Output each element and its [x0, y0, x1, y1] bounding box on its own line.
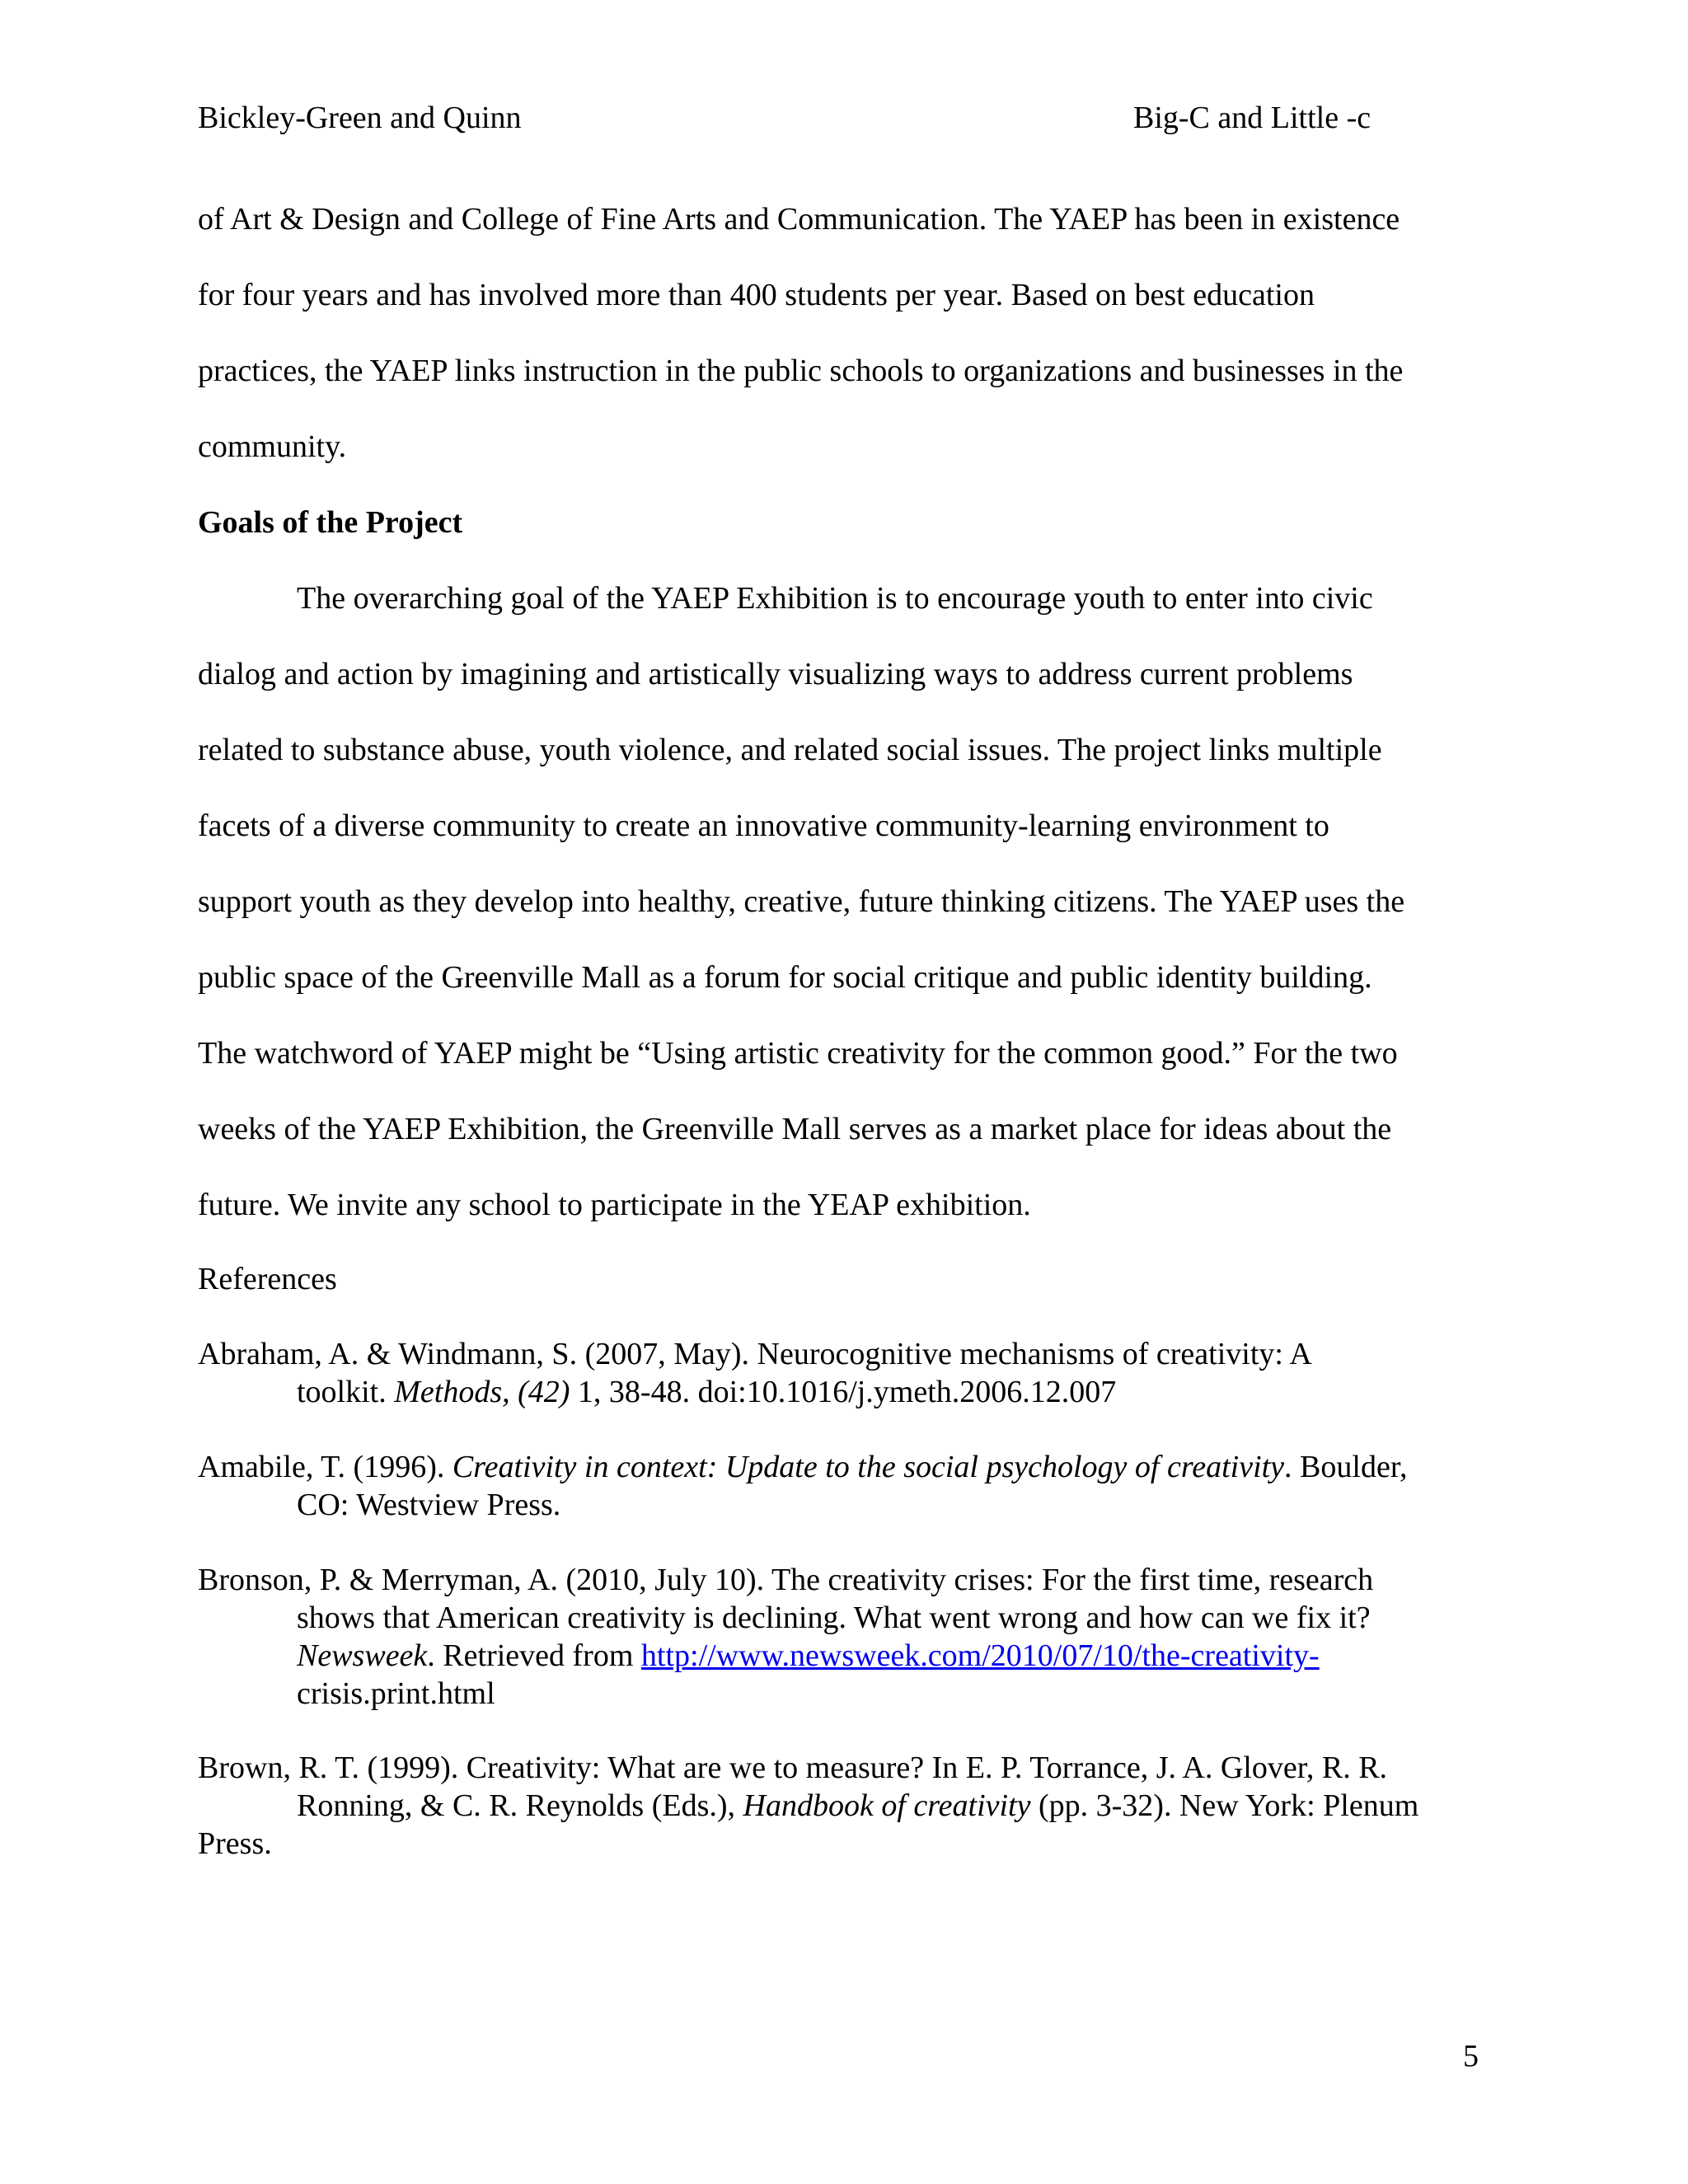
- paragraph-line: The watchword of YAEP might be “Using artistic creativity for the common good.” For the two: [198, 1036, 1398, 1071]
- reference-line: [198, 1448, 1492, 1486]
- paragraph-line: community.: [198, 429, 347, 464]
- journal-title: Methods, (42): [394, 1375, 570, 1409]
- paragraph-continued: [198, 181, 1492, 485]
- references-heading: References: [198, 1262, 337, 1296]
- paragraph-line: The overarching goal of the YAEP Exhibition is to encourage youth to enter into civic: [297, 581, 1373, 616]
- reference-line: shows that American creativity is declining. What went wrong and how can we fix it?: [297, 1601, 1371, 1635]
- book-title: Creativity in context: Update to the social psychology of creativity: [452, 1450, 1285, 1484]
- paragraph-goals: [198, 560, 1492, 1243]
- reference-line: Brown, R. T. (1999). Creativity: What are we to measure? In E. P. Torrance, J. A. Glover, R. R.: [198, 1750, 1388, 1785]
- reference-line: Press.: [198, 1826, 272, 1861]
- reference-entry: [198, 1448, 1492, 1524]
- paragraph-line: weeks of the YAEP Exhibition, the Greenville Mall serves as a market place for ideas about the: [198, 1112, 1392, 1146]
- paragraph-line: for four years and has involved more than 400 students per year. Based on best education: [198, 278, 1315, 312]
- paragraph-line: facets of a diverse community to create an innovative community-learning environment to: [198, 808, 1329, 843]
- reference-text: . Retrieved from: [427, 1638, 641, 1673]
- reference-text: Ronning, & C. R. Reynolds (Eds.),: [297, 1788, 743, 1823]
- reference-text: Amabile, T. (1996).: [198, 1450, 452, 1484]
- reference-line: Bronson, P. & Merryman, A. (2010, July 10). The creativity crises: For the first time, research: [198, 1563, 1374, 1597]
- paragraph-line: future. We invite any school to participate in the YEAP exhibition.: [198, 1188, 1031, 1222]
- running-head-authors: Bickley-Green and Quinn: [198, 101, 522, 135]
- section-heading: Goals of the Project: [198, 505, 463, 540]
- reference-text: (pp. 3-32). New York: Plenum: [1030, 1788, 1419, 1823]
- reference-line: [198, 1637, 1492, 1675]
- reference-entry: [198, 1561, 1492, 1713]
- journal-title: Newsweek: [297, 1638, 428, 1673]
- paragraph-line: support youth as they develop into healthy, creative, future thinking citizens. The YAEP uses the: [198, 884, 1405, 919]
- reference-url-link[interactable]: http://www.newsweek.com/2010/07/10/the-creativity-: [640, 1638, 1320, 1673]
- paragraph-line: practices, the YAEP links instruction in the public schools to organizations and businesses in the: [198, 354, 1404, 388]
- reference-text: . Boulder,: [1284, 1450, 1408, 1484]
- reference-line: [198, 1787, 1492, 1825]
- page-number: 5: [1463, 2039, 1479, 2074]
- paragraph-line: dialog and action by imagining and artistically visualizing ways to address current problems: [198, 657, 1353, 691]
- paragraph-line: public space of the Greenville Mall as a forum for social critique and public identity building.: [198, 960, 1372, 995]
- paragraph-line: related to substance abuse, youth violence, and related social issues. The project links multiple: [198, 733, 1382, 767]
- reference-line: [198, 1373, 1492, 1411]
- reference-line: CO: Westview Press.: [297, 1488, 561, 1522]
- reference-text: 1, 38-48. doi:10.1016/j.ymeth.2006.12.007: [570, 1375, 1117, 1409]
- running-head-title: Big-C and Little -c: [1133, 101, 1372, 135]
- book-title: Handbook of creativity: [743, 1788, 1031, 1823]
- reference-entry: [198, 1749, 1492, 1863]
- reference-text: toolkit.: [297, 1375, 395, 1409]
- reference-entry: [198, 1335, 1492, 1411]
- paragraph-line: of Art & Design and College of Fine Arts and Communication. The YAEP has been in existence: [198, 202, 1400, 237]
- reference-line: crisis.print.html: [297, 1676, 495, 1711]
- reference-line: Abraham, A. & Windmann, S. (2007, May). Neurocognitive mechanisms of creativity: A: [198, 1337, 1312, 1371]
